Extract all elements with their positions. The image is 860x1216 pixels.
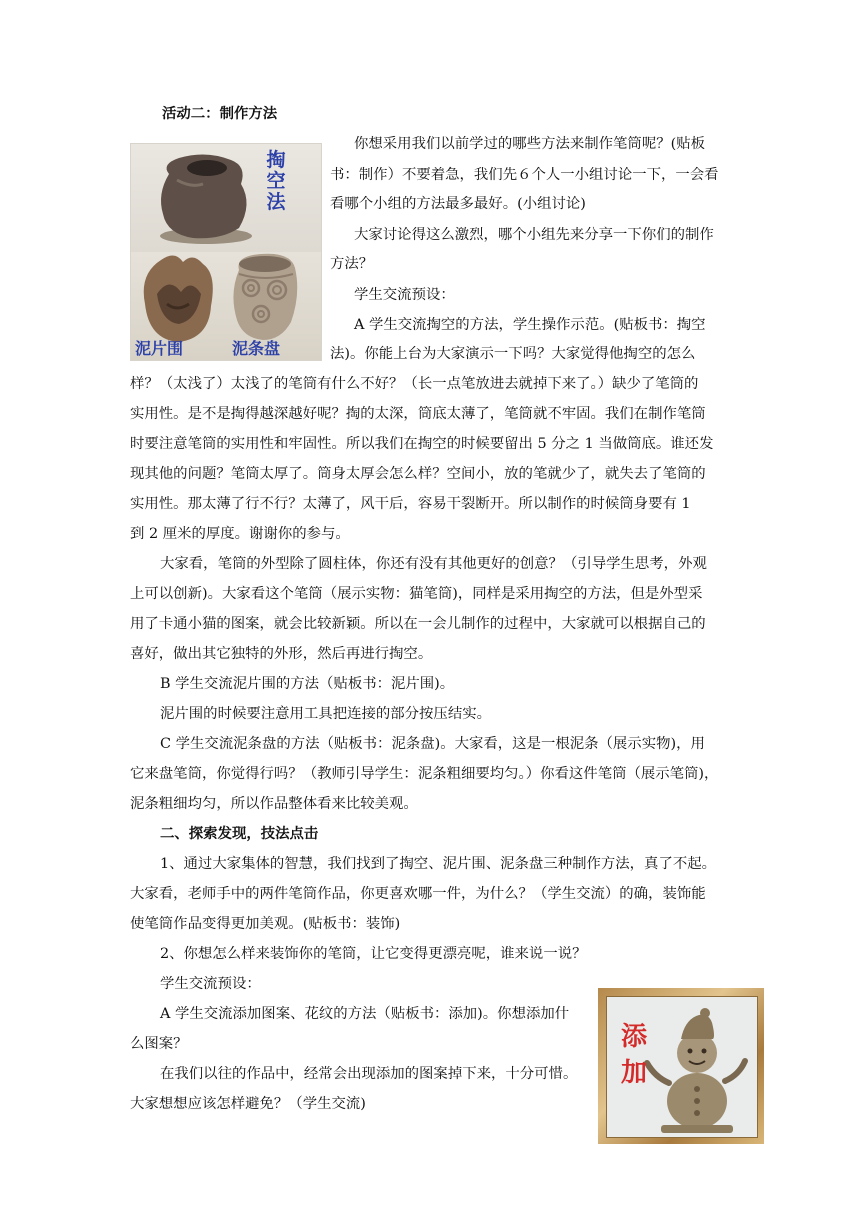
text-line: B 学生交流泥片围的方法（贴板书：泥片围)。 [160, 676, 455, 692]
text-line: C 学生交流泥条盘的方法（贴板书：泥条盘)。大家看，这是一根泥条（展示实物)，用 [160, 736, 705, 752]
text-line: 1、通过大家集体的智慧，我们找到了掏空、泥片围、泥条盘三种制作方法，真了不起。 [160, 856, 717, 872]
text-line: 实用性。那太薄了行不行？太薄了，风干后，容易干裂断开。所以制作的时候筒身要有 1 [130, 496, 691, 512]
text-line: 泥条粗细均匀，所以作品整体看来比较美观。 [130, 796, 418, 812]
text-line: A 学生交流添加图案、花纹的方法（贴板书：添加)。你想添加什 [160, 1006, 570, 1022]
text-line: 学生交流预设： [354, 287, 455, 303]
text-line: 泥片围的时候要注意用工具把连接的部分按压结实。 [160, 706, 491, 722]
text-line: 么图案？ [130, 1036, 188, 1052]
text-line: 在我们以往的作品中，经常会出现添加的图案掉下来，十分可惜。 [160, 1066, 578, 1082]
text-line: 2、你想怎么样来装饰你的笔筒，让它变得更漂亮呢，谁来说一说？ [160, 946, 587, 962]
text-line: 大家讨论得这么激烈，哪个小组先来分享一下你们的制作 [354, 227, 714, 243]
text-line: 大家看，老师手中的两件笔筒作品，你更喜欢哪一件，为什么？（学生交流）的确，装饰能 [130, 886, 706, 902]
label-add-method: 添加 [620, 1022, 647, 1088]
text-line: 大家想想应该怎样避免？（学生交流) [130, 1096, 366, 1112]
text-line: A 学生交流掏空的方法，学生操作示范。(贴板书：掏空 [354, 317, 706, 333]
heading-activity-two: 活动二：制作方法 [162, 106, 278, 122]
decoration-figure [598, 988, 764, 1144]
text-line: 法)。你能上台为大家演示一下吗？大家觉得他掏空的怎么 [330, 346, 696, 362]
text-line: 时要注意笔筒的实用性和牢固性。所以我们在掏空的时候要留出 5 分之 1 当做筒底。谁还发 [130, 436, 714, 452]
pottery-methods-figure [130, 143, 322, 361]
text-line: 你想采用我们以前学过的哪些方法来制作笔筒呢？(贴板 [354, 136, 705, 152]
text-line: 现其他的问题？笔筒太厚了。筒身太厚会怎么样？空间小，放的笔就少了，就失去了笔筒的 [130, 466, 706, 482]
label-hollow-method: 掏空法 [266, 149, 286, 213]
text-line: 使笔筒作品变得更加美观。(贴板书：装饰) [130, 916, 401, 932]
label-coil-method: 泥条盘 [232, 339, 281, 358]
pottery-illustration [131, 144, 321, 360]
heading-section-two: 二、探索发现，技法点击 [160, 826, 319, 842]
text-line: 上可以创新)。大家看这个笔筒（展示实物：猫笔筒)，同样是采用掏空的方法，但是外型采 [130, 586, 703, 602]
label-slab-method: 泥片围 [135, 339, 184, 358]
decoration-figure-inner [606, 996, 758, 1138]
text-line: 样？（太浅了）太浅了的笔筒有什么不好？（长一点笔放进去就掉下来了。）缺少了笔筒的 [130, 376, 699, 392]
text-line: 看哪个小组的方法最多最好。(小组讨论) [330, 196, 586, 212]
text-line: 大家看，笔筒的外型除了圆柱体，你还有没有其他更好的创意？（引导学生思考，外观 [160, 556, 707, 572]
text-line: 它来盘笔筒，你觉得行吗？（教师引导学生：泥条粗细要均匀。）你看这件笔筒（展示笔筒)， [130, 766, 719, 782]
text-line: 用了卡通小猫的图案，就会比较新颖。所以在一会儿制作的过程中，大家就可以根据自己的 [130, 616, 706, 632]
text-line: 实用性。是不是掏得越深越好呢？掏的太深，筒底太薄了，笔筒就不牢固。我们在制作笔筒 [130, 406, 706, 422]
text-line: 书：制作）不要着急，我们先６个人一小组讨论一下，一会看 [330, 167, 719, 183]
text-line: 学生交流预设： [160, 976, 261, 992]
text-line: 到 2 厘米的厚度。谢谢你的参与。 [130, 526, 350, 542]
text-line: 喜好，做出其它独特的外形，然后再进行掏空。 [130, 646, 433, 662]
text-line: 方法？ [330, 256, 374, 272]
